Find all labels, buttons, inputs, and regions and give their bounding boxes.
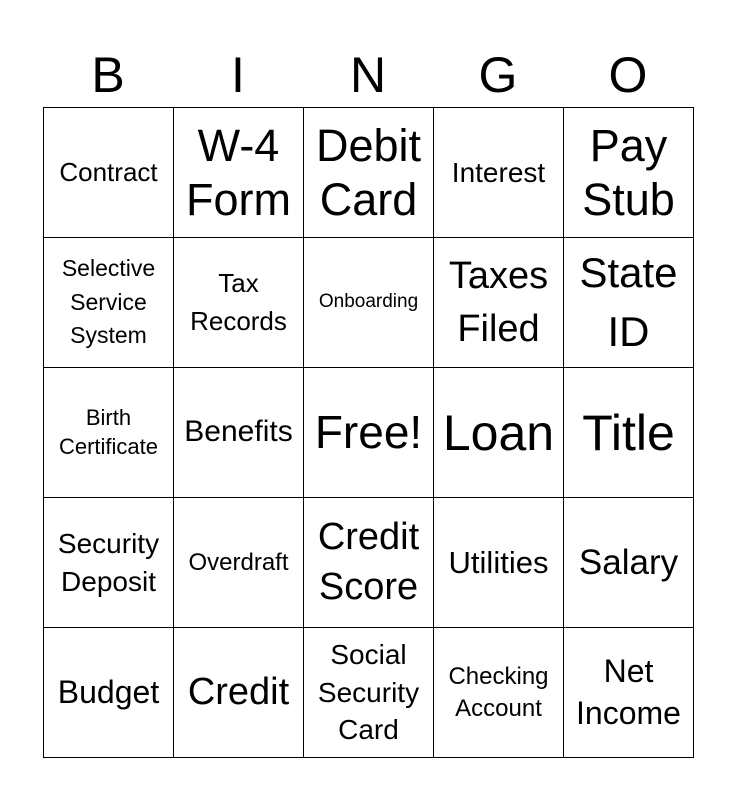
bingo-cell[interactable] xyxy=(304,628,434,758)
bingo-cell[interactable] xyxy=(44,238,174,368)
bingo-cell[interactable] xyxy=(304,238,434,368)
cell-text: Title xyxy=(582,404,675,461)
bingo-cell[interactable] xyxy=(304,108,434,238)
cell-text: W-4 Form xyxy=(186,119,291,225)
bingo-cell[interactable] xyxy=(564,238,694,368)
bingo-cell[interactable] xyxy=(174,238,304,368)
cell-text: Utilities xyxy=(448,544,549,580)
cell-text: Credit Score xyxy=(317,516,420,608)
bingo-cell[interactable] xyxy=(304,498,434,628)
cell-text: Interest xyxy=(451,156,546,188)
bingo-cell[interactable] xyxy=(434,238,564,368)
bingo-cell[interactable] xyxy=(174,498,304,628)
cell-text: Credit xyxy=(187,670,290,713)
bingo-cell[interactable] xyxy=(434,108,564,238)
cell-text: Budget xyxy=(57,674,160,711)
header-letter-g: G xyxy=(478,47,518,103)
cell-text: Salary xyxy=(578,542,679,582)
header-letter-n: N xyxy=(349,47,387,103)
cell-text: Security Deposit xyxy=(57,527,160,597)
header-letter-i: I xyxy=(231,47,245,103)
cell-text: Overdraft xyxy=(188,548,289,576)
bingo-cell[interactable] xyxy=(434,498,564,628)
cell-text: Birth Certificate xyxy=(58,404,159,459)
cell-text: Net Income xyxy=(576,652,681,731)
bingo-cell[interactable] xyxy=(44,368,174,498)
cell-text: Contract xyxy=(59,156,158,187)
bingo-header xyxy=(43,42,693,108)
header-letter-b: B xyxy=(91,47,125,103)
cell-text: Benefits xyxy=(184,415,293,449)
bingo-cell[interactable] xyxy=(564,368,694,498)
bingo-cell[interactable] xyxy=(564,498,694,628)
cell-text: Taxes Filed xyxy=(448,255,549,350)
cell-text: Free! xyxy=(314,405,423,458)
cell-text: Selective Service System xyxy=(61,255,156,349)
bingo-cell[interactable] xyxy=(304,368,434,498)
cell-text: State ID xyxy=(579,248,678,355)
bingo-cell[interactable] xyxy=(434,628,564,758)
bingo-cell[interactable] xyxy=(434,368,564,498)
cell-text: Checking Account xyxy=(448,663,549,722)
bingo-cell[interactable] xyxy=(174,108,304,238)
bingo-cell[interactable] xyxy=(174,368,304,498)
bingo-cell[interactable] xyxy=(44,108,174,238)
bingo-cell[interactable] xyxy=(44,628,174,758)
cell-text: Onboarding xyxy=(318,291,419,313)
bingo-cell[interactable] xyxy=(174,628,304,758)
bingo-cell[interactable] xyxy=(564,108,694,238)
cell-text: Loan xyxy=(442,404,555,461)
bingo-board xyxy=(43,107,694,758)
cell-text: Pay Stub xyxy=(582,119,675,225)
bingo-cell[interactable] xyxy=(564,628,694,758)
header-letter-o: O xyxy=(608,47,648,103)
cell-text: Tax Records xyxy=(190,267,287,336)
bingo-cell[interactable] xyxy=(44,498,174,628)
cell-text: Debit Card xyxy=(315,119,422,225)
cell-text: Social Security Card xyxy=(317,638,420,746)
